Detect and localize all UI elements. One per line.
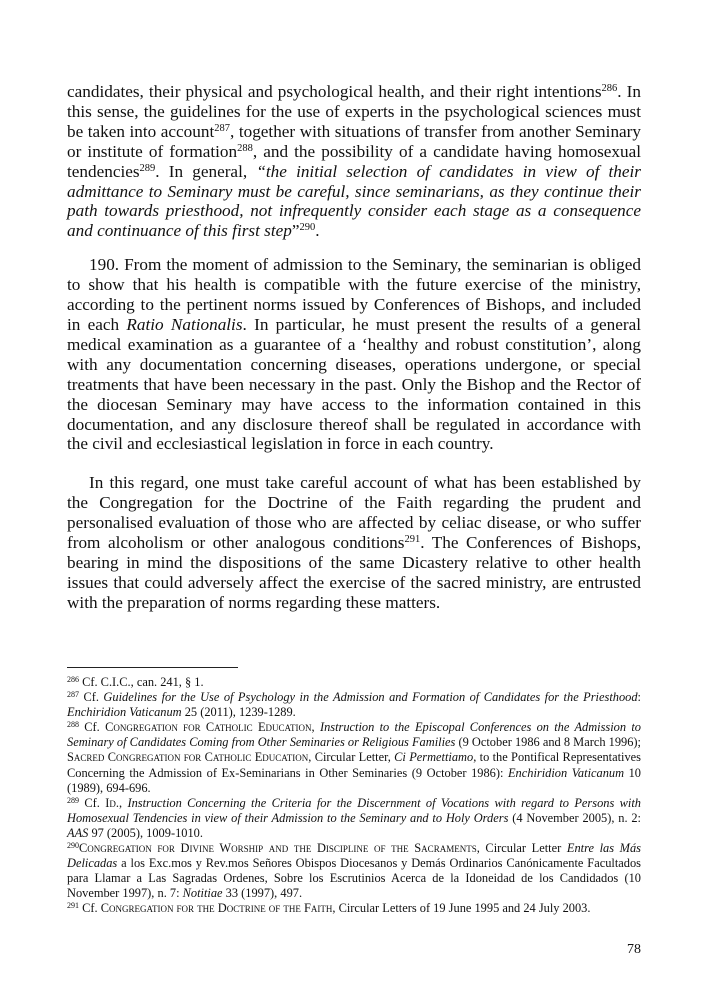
paragraph-190 (67, 255, 641, 454)
footnote-289 (67, 796, 641, 841)
footnote-text: Cf. (79, 795, 106, 810)
footnote-title: AAS (67, 825, 89, 840)
footnote-text: 25 (2011), 1239-1289. (181, 705, 296, 720)
text: ” (291, 221, 300, 241)
footnote-text: 10 (1989), 694-696. (67, 765, 641, 795)
author: Congregation for Catholic Education (105, 720, 312, 735)
footnotes (67, 675, 641, 917)
footnote-text: Cf. (79, 901, 101, 916)
footnote-text: Cf. (79, 690, 104, 705)
footnote-text: , Circular Letters of 19 June 1995 and 24 July 2003. (332, 901, 591, 916)
footnote-text: : (637, 690, 641, 705)
text: . In particular, he must present the results of a general medical examination as a guarantee of a ‘healthy and robust constitution’, along with any documentation concerning diseases, operations undergone, or special treatments that have been necessary in the past. Only the Bishop and the Rector of the diocesan Seminary may have access to the information contained in this documentation, and any disclosure thereof shall be regulated in accordance with the civil and ecclesiastical legislation in force in each country. (67, 314, 641, 454)
footnote-text: , Circular Letter (476, 841, 567, 856)
footnote-title: Guidelines for the Use of Psychology in the Admission and Formation of Candidates for the Priesthood (103, 690, 638, 705)
paragraph (67, 473, 641, 612)
footnote-title: Instruction to the Episcopal Conferences on the Admission to Seminary of Candidates Coming from Other Seminaries or Religious Families (67, 720, 642, 750)
quotation: “the initial selection of candidates in view of their admittance to Seminary must be careful, since seminarians, as they continue their path towards priesthood, not infrequently consider each stage as a consequence and continuance of this first step (67, 161, 641, 241)
footnote-number: 287 (67, 690, 79, 700)
text: . In general, (155, 161, 257, 181)
footnote-ref: 288 (237, 142, 253, 154)
footnote-title: Enchiridion Vaticanum (507, 765, 625, 780)
paragraph-continuation (67, 82, 641, 241)
text: . (315, 221, 320, 241)
footnote-ref: 286 (601, 83, 618, 94)
footnote-291 (67, 901, 641, 916)
footnote-title: Enchiridion Vaticanum (67, 705, 182, 720)
footnote-text: 97 (2005), 1009-1010. (88, 825, 203, 840)
footnote-ref: 291 (404, 534, 421, 546)
footnote-text: 33 (1997), 497. (222, 886, 303, 901)
text: candidates, their physical and psychological health, and their right intentions (67, 82, 602, 101)
footnote-287 (67, 690, 641, 720)
footnote-title: Ci Permettiamo (394, 750, 474, 765)
footnote-text: Cf. C.I.C., can. 241, § 1. (79, 675, 204, 689)
author: Congregation for the Doctrine of the Faith (100, 901, 333, 916)
footnote-text: (4 November 2005), n. 2: (508, 810, 641, 825)
footnote-text: Cf. (79, 720, 106, 735)
footnote-text: , Circular Letter, (308, 750, 395, 765)
footnote-title: Notitiae (182, 886, 223, 901)
italic-text: Ratio Nationalis (126, 314, 243, 334)
text: . In this sense, the guidelines for the use of experts in the psychological sciences must be taken into account (67, 82, 641, 141)
author: Id. (105, 795, 119, 810)
text: , together with situations of transfer from another Seminary or institute of formation (67, 121, 641, 161)
text: , and the possibility of a candidate having homosexual tendencies (67, 141, 641, 181)
footnote-ref: 289 (139, 162, 156, 174)
text: 190. From the moment of admission to the Seminary, the seminarian is obliged to show that his health is compatible with the future exercise of the ministry, according to the pertinent norms issued by Conferences of Bishops, and included in each (67, 255, 641, 334)
footnote-number: 290 (67, 841, 79, 851)
text: . The Conferences of Bishops, bearing in mind the dispositions of the same Dicastery relative to other health issues that could adversely affect the exercise of the sacred ministry, are entrusted with the preparation of norms regarding these matters. (67, 533, 641, 612)
main-text (67, 82, 641, 613)
footnote-288 (67, 720, 641, 795)
footnote-ref: 290 (299, 222, 316, 234)
footnote-number: 289 (67, 795, 79, 805)
author: Congregation for Divine Worship and the Discipline of the Sacraments (79, 841, 477, 856)
text: In this regard, one must take careful account of what has been established by the Congregation for the Doctrine of the Faith regarding the prudent and personalised evaluation of those who are affected by celiac disease, or who suffer from alcoholism or other analogous conditions (67, 473, 641, 553)
footnote-286 (67, 675, 641, 690)
footnote-number: 291 (67, 901, 79, 911)
footnote-separator (67, 667, 238, 668)
page-number: 78 (627, 942, 641, 957)
footnote-text: (9 October 1986 and 8 March 1996); (455, 735, 641, 750)
footnote-ref: 287 (214, 122, 230, 134)
author: Sacred Congregation for Catholic Education (67, 750, 309, 765)
footnote-text: , to the Pontifical Representatives Concerning the Admission of Ex-Seminarians in Other Seminaries (9 October 1986): (67, 750, 642, 780)
footnote-text: , (118, 795, 128, 810)
footnote-text: , (311, 720, 320, 735)
footnote-number: 286 (67, 675, 79, 684)
footnote-title: Instruction Concerning the Criteria for the Discernment of Vocations with regard to Persons with Homosexual Tendencies in view of their Admission to the Seminary and to Holy Orders (67, 795, 641, 825)
footnote-290 (67, 841, 641, 901)
footnote-text: a los Exc.mos y Rev.mos Señores Obispos Diocesanos y Demás Ordinarios Canónicamente Facultados para Llamar a Las Sagradas Ordenes, Sobre los Escrutinios Acerca de la Idoneidad de los Candidados (10 November 1997), n. 7: (67, 856, 641, 901)
footnote-title: Entre las Más Delicadas (67, 841, 642, 871)
footnote-number: 288 (67, 720, 79, 730)
